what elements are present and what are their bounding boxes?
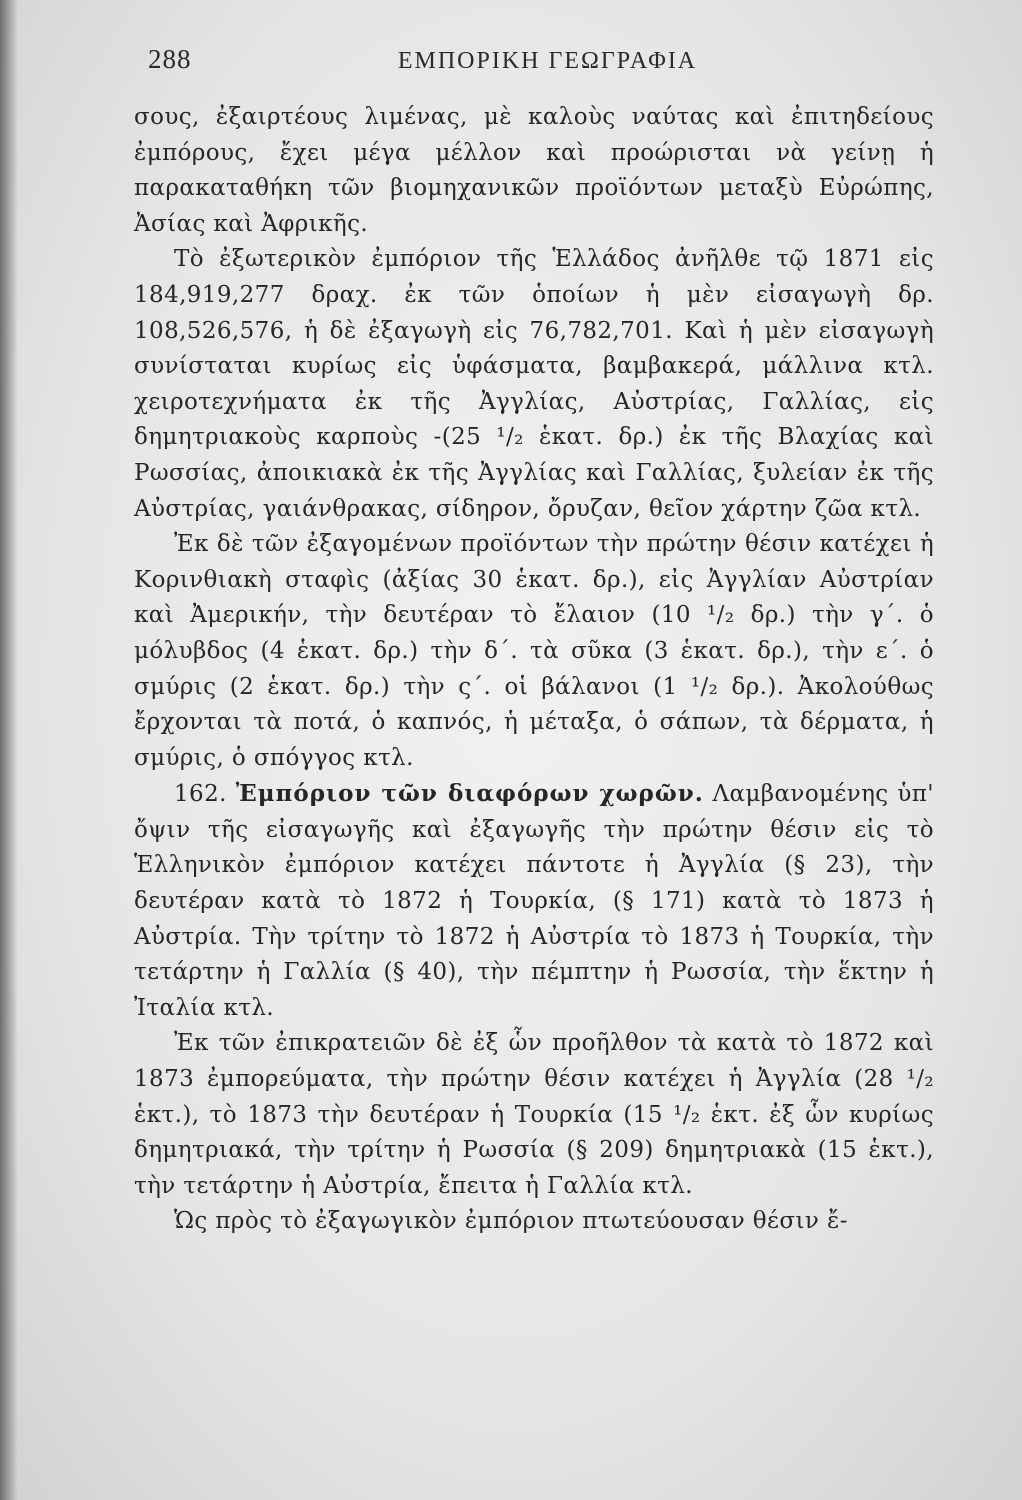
paragraph-3 (134, 527, 934, 776)
paragraph-text: Λαμβανομένης ὑπ' ὄψιν τῆς εἰσαγωγῆς καὶ ἐξαγωγῆς τὴν πρώτην θέσιν εἰς τὸ Ἑλληνικὸν ἐμπόριον κατέχει πάντοτε ἡ Ἀγγλία (§ 23), τὴν δευτέραν κατὰ τὸ 1872 ἡ Τουρκία, (§ 171) κατὰ τὸ 1873 ἡ Αὐστρία. Τὴν τρίτην τὸ 1872 ἡ Αὐστρία τὸ 1873 ἡ Τουρκία, τὴν τετάρτην ἡ Γαλλία (§ 40), τὴν πέμπτην ἡ Ρωσσία, τὴν ἕκτην ἡ Ἰταλία κτλ. (134, 781, 934, 1021)
page-number: 288 (148, 44, 192, 74)
paragraph-text: Ὡς πρὸς τὸ ἐξαγωγικὸν ἐμπόριον πτωτεύουσαν θέσιν ἔ- (174, 1208, 848, 1235)
section-number: 162. (174, 781, 227, 808)
paragraph-1 (134, 100, 934, 242)
paragraph-text: σους, ἐξαιρτέους λιμένας, μὲ καλοὺς ναύτας καὶ ἐπιτηδείους ἐμπόρους, ἔχει μέγα μέλλον καὶ προώρισται νὰ γείνῃ ἡ παρακαταθήκη τῶν βιομηχανικῶν προϊόντων μεταξὺ Εὐρώπης, Ἀσίας καὶ Ἀφρικῆς. (134, 104, 934, 237)
body-text (134, 100, 934, 1240)
page-header (148, 44, 947, 84)
paragraph-text: Ἐκ δὲ τῶν ἐξαγομένων προϊόντων τὴν πρώτην θέσιν κατέχει ἡ Κορινθιακὴ σταφὶς (ἀξίας 30 ἑκατ. δρ.), εἰς Ἀγγλίαν Αὐστρίαν καὶ Ἀμερικήν, τὴν δευτέραν τὸ ἔλαιον (10 ¹/₂ δρ.) τὴν γ΄. ὁ μόλυβδος (4 ἑκατ. δρ.) τὴν δ΄. τὰ σῦκα (3 ἑκατ. δρ.), τὴν ε΄. ὁ σμύρις (2 ἑκατ. δρ.) τὴν ς΄. οἱ βάλανοι (1 ¹/₂ δρ.). Ἀκολούθως ἔρχονται τὰ ποτά, ὁ καπνός, ἡ μέταξα, ὁ σάπων, τὰ δέρματα, ἡ σμύρις, ὁ σπόγγος κτλ. (134, 531, 934, 771)
paragraph-text: Τὸ ἐξωτερικὸν ἐμπόριον τῆς Ἑλλάδος ἀνῆλθε τῷ 1871 εἰς 184,919,277 δραχ. ἐκ τῶν ὁποίων ἡ μὲν εἰσαγωγὴ δρ. 108,526,576, ἡ δὲ ἐξαγωγὴ εἰς 76,782,701. Καὶ ἡ μὲν εἰσαγωγὴ συνίσταται κυρίως εἰς ὑφάσματα, βαμβακερά, μάλλινα κτλ. χειροτεχνήματα ἐκ τῆς Ἀγγλίας, Αὐστρίας, Γαλλίας, εἰς δημητριακοὺς καρποὺς -(25 ¹/₂ ἑκατ. δρ.) ἐκ τῆς Βλαχίας καὶ Ρωσσίας, ἀποικιακὰ ἐκ τῆς Ἀγγλίας καὶ Γαλλίας, ξυλείαν ἐκ τῆς Αὐστρίας, γαιάνθρακας, σίδηρον, ὄρυζαν, θεῖον χάρτην ζῶα κτλ. (134, 246, 934, 522)
paragraph-2 (134, 242, 934, 527)
paragraph-text: Ἐκ τῶν ἐπικρατειῶν δὲ ἐξ ὧν προῆλθον τὰ κατὰ τὸ 1872 καὶ 1873 ἐμπορεύματα, τὴν πρώτην θέσιν κατέχει ἡ Ἀγγλία (28 ¹/₂ ἑκτ.), τὸ 1873 τὴν δευτέραν ἡ Τουρκία (15 ¹/₂ ἑκτ. ἐξ ὧν κυρίως δημητριακά, τὴν τρίτην ἡ Ρωσσία (§ 209) δημητριακὰ (15 ἑκτ.), τὴν τετάρτην ἡ Αὐστρία, ἔπειτα ἡ Γαλλία κτλ. (134, 1030, 934, 1199)
running-title: ΕΜΠΟΡΙΚΗ ΓΕΩΓΡΑΦΙΑ (397, 48, 698, 74)
paragraph-6 (134, 1204, 934, 1240)
paragraph-5 (134, 1026, 934, 1204)
section-title: Ἐμπόριον τῶν διαφόρων χωρῶν. (235, 780, 704, 808)
section-162-paragraph (134, 776, 934, 1026)
